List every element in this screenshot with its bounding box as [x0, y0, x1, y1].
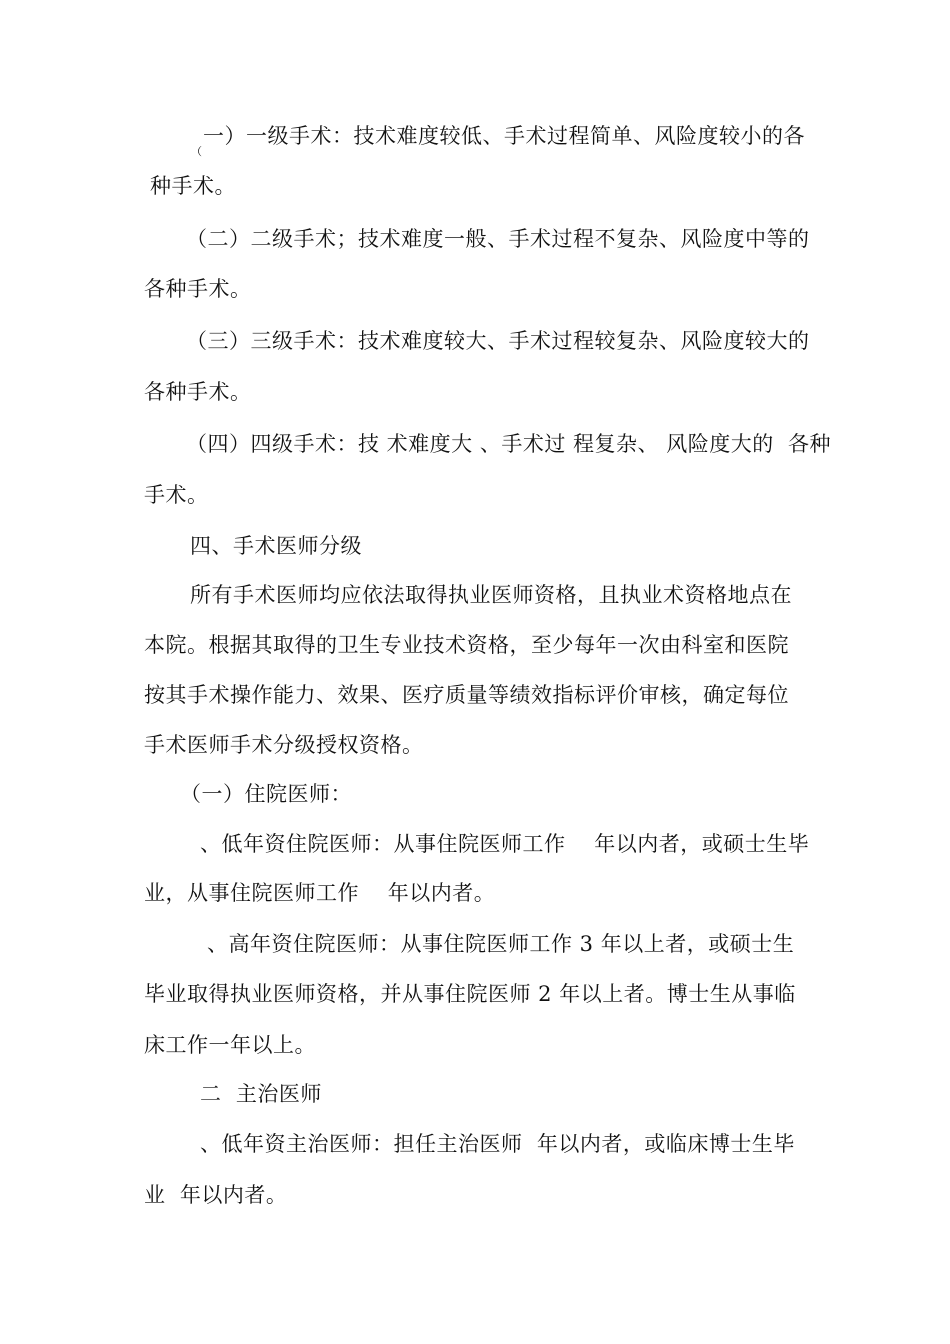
text-line-21: 、低年资主治医师：担任主治医师 年以内者，或临床博士生毕	[200, 1132, 795, 1156]
text-line-2: 种手术。	[150, 174, 236, 198]
text-line-11: 本院。根据其取得的卫生专业技术资格，至少每年一次由科室和医院	[144, 633, 789, 657]
subheading-resident: （一）住院医师：	[180, 782, 352, 806]
text-line-12: 按其手术操作能力、效果、医疗质量等绩效指标评价审核，确定每位	[144, 683, 789, 707]
subheading-attending: 二 主治医师	[200, 1082, 322, 1106]
text-line-15: 、低年资住院医师：从事住院医师工作 年以内者，或硕士生毕	[200, 832, 810, 856]
text-line-16: 业，从事住院医师工作 年以内者。	[144, 881, 496, 905]
text-line-6: 各种手术。	[144, 380, 252, 404]
section-heading: 四、手术医师分级	[190, 534, 362, 558]
text-line-1: 一）一级手术：技术难度较低、手术过程简单、风险度较小的各	[203, 124, 805, 148]
stray-paren-mark: （	[191, 145, 203, 158]
text-line-19: 床工作一年以上。	[144, 1033, 316, 1057]
text-line-17: 、高年资住院医师：从事住院医师工作 3 年以上者，或硕士生	[207, 932, 795, 956]
text-line-3: （二）二级手术；技术难度一般、手术过程不复杂、风险度中等的	[186, 227, 810, 251]
text-line-4: 各种手术。	[144, 277, 252, 301]
text-line-5: （三）三级手术：技术难度较大、手术过程较复杂、风险度较大的	[186, 329, 810, 353]
text-line-18: 毕业取得执业医师资格，并从事住院医师 2 年以上者。博士生从事临	[144, 982, 796, 1006]
text-line-8: 手术。	[144, 483, 209, 507]
text-line-13: 手术医师手术分级授权资格。	[144, 733, 424, 757]
text-line-22: 业 年以内者。	[144, 1183, 288, 1207]
text-line-10: 所有手术医师均应依法取得执业医师资格，且执业术资格地点在	[190, 583, 792, 607]
text-line-7: （四）四级手术：技 术难度大 、手术过 程复杂、 风险度大的 各种	[186, 432, 832, 456]
